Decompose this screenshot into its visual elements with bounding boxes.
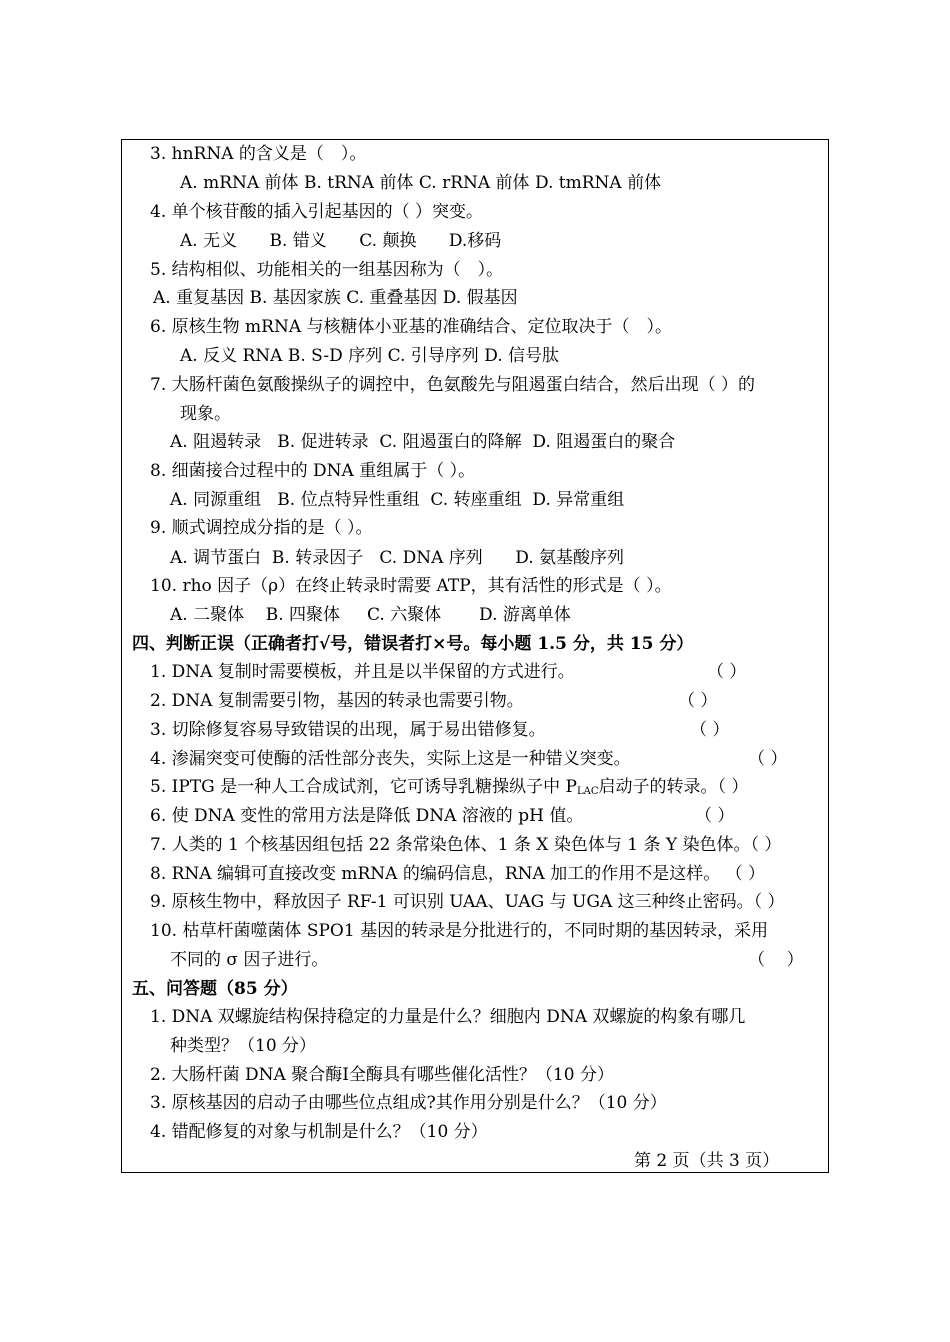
judge-5-text-end: 启动子的转录。（ ） — [598, 777, 749, 797]
judge-6: 6. 使 DNA 变性的常用方法是降低 DNA 溶液的 pH 值。 — [150, 806, 584, 826]
essay-1: 1. DNA 双螺旋结构保持稳定的力量是什么？细胞内 DNA 双螺旋的构象有哪几 — [150, 1007, 746, 1027]
judge-6-blank: （ ） — [695, 806, 735, 826]
question-10: 10. rho 因子（ρ）在终止转录时需要 ATP，其有活性的形式是（ ）。 — [150, 576, 672, 596]
judge-10-blank: （ ） — [748, 950, 804, 970]
judge-5-text: 5. IPTG 是一种人工合成试剂，它可诱导乳糖操纵子中 P — [150, 777, 577, 797]
judge-10-cont: 不同的 σ 因子进行。 — [170, 950, 329, 970]
section-4-heading: 四、判断正误（正确者打√号，错误者打×号。每小题 1.5 分，共 15 分） — [132, 634, 694, 654]
question-4-options: A. 无义 B. 错义 C. 颠换 D.移码 — [180, 231, 502, 251]
judge-4-blank: （ ） — [748, 749, 788, 769]
question-5: 5. 结构相似、功能相关的一组基因称为（ ）。 — [150, 260, 504, 280]
judge-2: 2. DNA 复制需要引物，基因的转录也需要引物。 — [150, 691, 524, 711]
judge-5-subscript: LAC — [576, 786, 599, 797]
question-6-options: A. 反义 RNA B. S-D 序列 C. 引导序列 D. 信号肽 — [180, 346, 560, 366]
judge-5 — [150, 777, 748, 802]
judge-1-blank: （ ） — [707, 662, 747, 682]
question-3-options: A. mRNA 前体 B. tRNA 前体 C. rRNA 前体 D. tmRNA 前体 — [180, 173, 662, 193]
judge-2-blank: （ ） — [678, 691, 718, 711]
question-5-options: A. 重复基因 B. 基因家族 C. 重叠基因 D. 假基因 — [153, 288, 518, 308]
question-9-options: A. 调节蛋白 B. 转录因子 C. DNA 序列 D. 氨基酸序列 — [170, 548, 625, 568]
question-7-options: A. 阻遏转录 B. 促进转录 C. 阻遏蛋白的降解 D. 阻遏蛋白的聚合 — [170, 432, 676, 452]
judge-3: 3. 切除修复容易导致错误的出现，属于易出错修复。 — [150, 720, 546, 740]
judge-10: 10. 枯草杆菌噬菌体 SPO1 基因的转录是分批进行的，不同时期的基因转录，采用 — [150, 921, 769, 941]
question-6: 6. 原核生物 mRNA 与核糖体小亚基的准确结合、定位取决于（ ）。 — [150, 317, 673, 337]
page-number: 第 2 页（共 3 页） — [634, 1151, 780, 1171]
essay-2: 2. 大肠杆菌 DNA 聚合酶Ⅰ全酶具有哪些催化活性？（10 分） — [150, 1065, 614, 1085]
judge-3-blank: （ ） — [690, 720, 730, 740]
question-3: 3. hnRNA 的含义是（ ）。 — [150, 144, 367, 164]
essay-3: 3. 原核基因的启动子由哪些位点组成?其作用分别是什么？（10 分） — [150, 1093, 667, 1113]
question-10-options: A. 二聚体 B. 四聚体 C. 六聚体 D. 游离单体 — [170, 605, 571, 625]
judge-4: 4. 渗漏突变可使酶的活性部分丧失，实际上这是一种错义突变。 — [150, 749, 631, 769]
judge-1: 1. DNA 复制时需要模板，并且是以半保留的方式进行。 — [150, 662, 575, 682]
essay-1-cont: 种类型？（10 分） — [170, 1036, 317, 1056]
essay-4: 4. 错配修复的对象与机制是什么？（10 分） — [150, 1122, 488, 1142]
section-5-heading: 五、问答题（85 分） — [132, 979, 298, 999]
judge-8: 8. RNA 编辑可直接改变 mRNA 的编码信息，RNA 加工的作用不是这样。 （ ） — [150, 864, 766, 884]
judge-9: 9. 原核生物中，释放因子 RF-1 可识别 UAA、UAG 与 UGA 这三种终止密码。（ ） — [150, 892, 785, 912]
judge-7: 7. 人类的 1 个核基因组包括 22 条常染色体、1 条 X 染色体与 1 条 Y 染色体。（ ） — [150, 835, 782, 855]
question-9: 9. 顺式调控成分指的是（ ）。 — [150, 518, 373, 538]
question-8-options: A. 同源重组 B. 位点特异性重组 C. 转座重组 D. 异常重组 — [170, 490, 625, 510]
question-8: 8. 细菌接合过程中的 DNA 重组属于（ ）。 — [150, 461, 476, 481]
question-7: 7. 大肠杆菌色氨酸操纵子的调控中，色氨酸先与阻遏蛋白结合，然后出现（ ）的 — [150, 375, 756, 395]
question-7-cont: 现象。 — [180, 404, 231, 424]
question-4: 4. 单个核苷酸的插入引起基因的（ ）突变。 — [150, 202, 484, 222]
